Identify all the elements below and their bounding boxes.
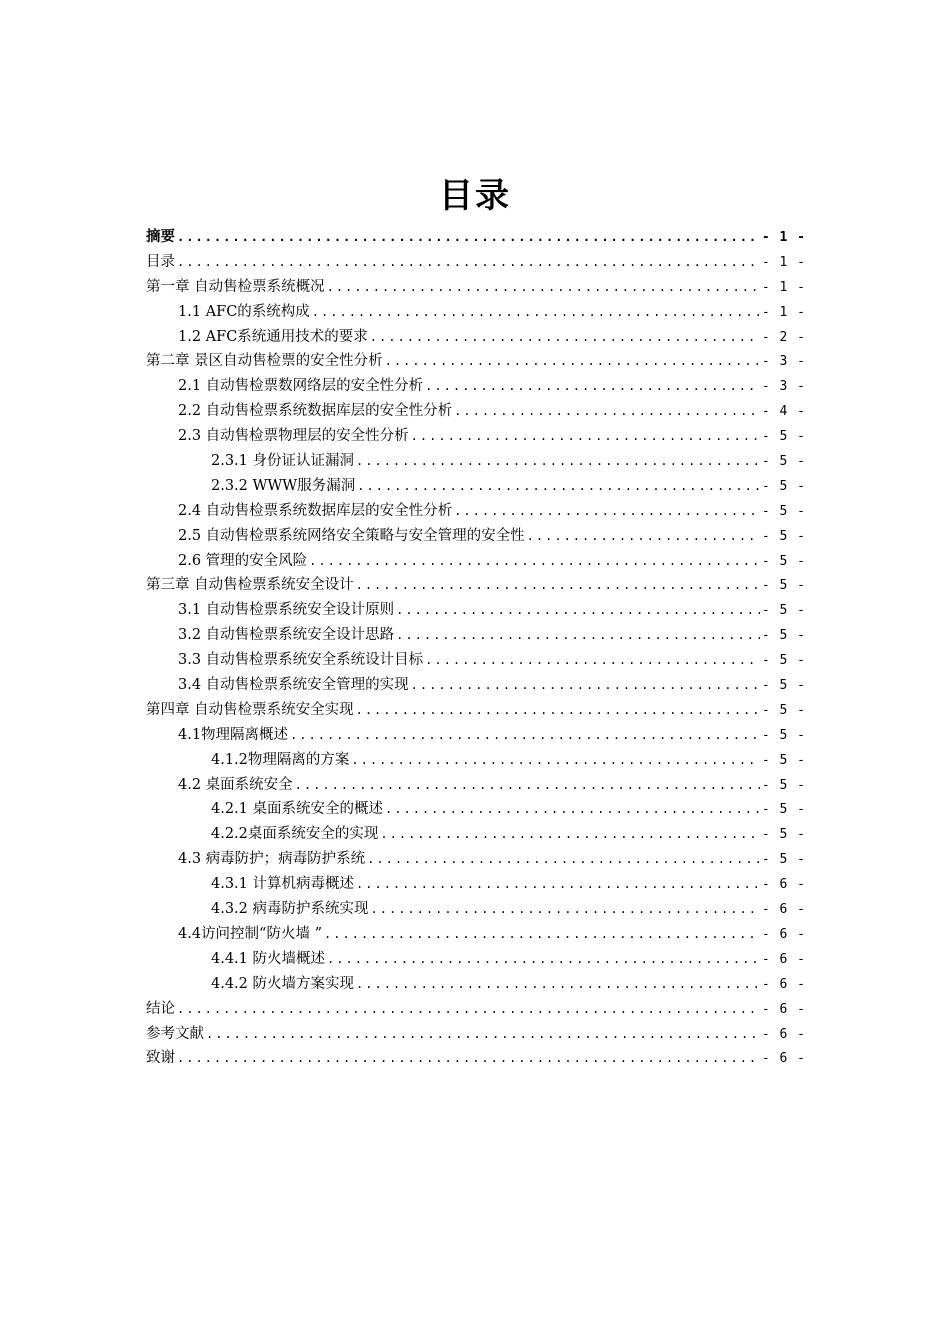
toc-page-number: - 1 -	[761, 254, 806, 270]
toc-entry[interactable]	[146, 499, 806, 524]
toc-entry[interactable]	[146, 300, 806, 325]
dot-leader	[425, 374, 760, 399]
toc-entry-title: 第二章 景区自动售检票的安全性分析	[146, 353, 383, 370]
toc-entry[interactable]	[146, 250, 806, 275]
toc-page-number: - 5 -	[761, 777, 806, 793]
toc-entry[interactable]	[146, 698, 806, 723]
toc-page-number: - 6 -	[761, 926, 806, 942]
toc-entry-title: 4.3.1 计算机病毒概述	[211, 876, 355, 893]
toc-entry-title: 2.6 管理的安全风险	[178, 552, 308, 569]
toc-page-number: - 5 -	[761, 653, 806, 669]
toc-entry-title: 4.1.2物理隔离的方案	[211, 751, 350, 768]
dot-leader	[527, 524, 760, 549]
dot-leader	[327, 275, 760, 300]
toc-entry-title: 2.1 自动售检票数网络层的安全性分析	[178, 378, 424, 395]
toc-page-number: - 5 -	[761, 802, 806, 818]
toc-entry-title: 4.3.2 病毒防护系统实现	[211, 901, 369, 918]
dot-leader	[327, 947, 760, 972]
toc-entry[interactable]	[146, 349, 806, 374]
toc-entry-title: 4.2.1 桌面系统安全的概述	[211, 801, 384, 818]
toc-page-number: - 5 -	[761, 852, 806, 868]
toc-page-number: - 2 -	[761, 329, 806, 345]
dot-leader	[454, 499, 760, 524]
toc-page-number: - 5 -	[761, 678, 806, 694]
toc-entry[interactable]	[146, 922, 806, 947]
toc-entry-title: 2.3.2 WWW服务漏洞	[211, 477, 356, 494]
toc-entry-title: 第三章 自动售检票系统安全设计	[146, 577, 354, 594]
dot-leader	[177, 1046, 760, 1071]
toc-page-number: - 5 -	[761, 628, 806, 644]
dot-leader	[411, 673, 760, 698]
dot-leader	[177, 997, 760, 1022]
dot-leader	[351, 748, 759, 773]
toc-page-number: - 5 -	[761, 702, 806, 718]
toc-entry[interactable]	[146, 847, 806, 872]
toc-entry[interactable]	[146, 797, 806, 822]
toc-page-number: - 4 -	[761, 404, 806, 420]
toc-entry-title: 3.1 自动售检票系统安全设计原则	[178, 602, 395, 619]
toc-page-number: - 5 -	[761, 528, 806, 544]
toc-entry-title: 第四章 自动售检票系统安全实现	[146, 701, 354, 718]
toc-entry[interactable]	[146, 449, 806, 474]
toc-entry[interactable]	[146, 1022, 806, 1047]
dot-leader	[356, 449, 760, 474]
toc-entry[interactable]	[146, 325, 806, 350]
toc-entry-title: 1.2 AFC系统通用技术的要求	[178, 328, 368, 345]
toc-entry-title: 3.4 自动售检票系统安全管理的实现	[178, 677, 409, 694]
toc-entry[interactable]	[146, 997, 806, 1022]
toc-entry[interactable]	[146, 1046, 806, 1071]
toc-entry-title: 摘要	[146, 228, 175, 245]
dot-leader	[206, 1022, 760, 1047]
toc-page-number: - 3 -	[761, 354, 806, 370]
toc-entry[interactable]	[146, 648, 806, 673]
toc-entry[interactable]	[146, 275, 806, 300]
toc-entry[interactable]	[146, 972, 806, 997]
toc-entry[interactable]	[146, 723, 806, 748]
dot-leader	[177, 250, 760, 275]
toc-entry[interactable]	[146, 897, 806, 922]
toc-page-number: - 6 -	[761, 1051, 806, 1067]
dot-leader	[385, 797, 760, 822]
toc-entry-title: 2.3 自动售检票物理层的安全性分析	[178, 428, 409, 445]
toc-entry-title: 4.2 桌面系统安全	[178, 776, 293, 793]
toc-page-number: - 5 -	[761, 752, 806, 768]
toc-page-number: - 6 -	[761, 902, 806, 918]
dot-leader	[380, 822, 759, 847]
toc-entry[interactable]	[146, 374, 806, 399]
toc-entry-title: 结论	[146, 1000, 175, 1017]
toc-entry[interactable]	[146, 225, 806, 250]
toc-entry-title: 4.3 病毒防护；病毒防护系统	[178, 851, 366, 868]
toc-page-number: - 5 -	[761, 727, 806, 743]
dot-leader	[356, 573, 760, 598]
dot-leader	[385, 349, 760, 374]
toc-page-number: - 5 -	[761, 603, 806, 619]
toc-entry-title: 4.4访问控制“防火墙 ”	[178, 925, 322, 942]
dot-leader	[177, 225, 760, 250]
toc-entry[interactable]	[146, 673, 806, 698]
toc-page-number: - 5 -	[761, 478, 806, 494]
toc-page-number: - 5 -	[761, 429, 806, 445]
dot-leader	[411, 424, 760, 449]
toc-entry-title: 1.1 AFC的系统构成	[178, 303, 310, 320]
toc-page-number: - 5 -	[761, 454, 806, 470]
toc-page-number: - 6 -	[761, 951, 806, 967]
toc-entry-title: 3.3 自动售检票系统安全系统设计目标	[178, 652, 424, 669]
toc-entry-title: 4.1物理隔离概述	[178, 726, 289, 743]
toc-entry-title: 致谢	[146, 1050, 175, 1067]
toc-page-number: - 6 -	[761, 1001, 806, 1017]
dot-leader	[454, 399, 760, 424]
toc-page-number: - 5 -	[761, 578, 806, 594]
toc-entry[interactable]	[146, 549, 806, 574]
toc-entry[interactable]	[146, 822, 806, 847]
toc-entry-title: 4.4.1 防火墙概述	[211, 950, 326, 967]
dot-leader	[425, 648, 760, 673]
dot-leader	[357, 474, 760, 499]
toc-entry-title: 4.2.2桌面系统安全的实现	[211, 826, 379, 843]
toc-page-number: - 1 -	[761, 230, 806, 245]
toc-entry-title: 2.4 自动售检票系统数据库层的安全性分析	[178, 502, 453, 519]
dot-leader	[290, 723, 760, 748]
dot-leader	[324, 922, 760, 947]
table-of-contents	[146, 225, 806, 1071]
toc-entry[interactable]	[146, 623, 806, 648]
dot-leader	[356, 972, 760, 997]
toc-page-number: - 5 -	[761, 553, 806, 569]
dot-leader	[367, 847, 760, 872]
toc-entry-title: 目录	[146, 253, 175, 270]
toc-entry-title: 2.5 自动售检票系统网络安全策略与安全管理的安全性	[178, 527, 525, 544]
page-title: 目录	[439, 175, 511, 216]
toc-page-number: - 6 -	[761, 1026, 806, 1042]
toc-entry[interactable]	[146, 598, 806, 623]
toc-entry-title: 2.3.1 身份证认证漏洞	[211, 453, 355, 470]
dot-leader	[371, 897, 760, 922]
toc-page-number: - 6 -	[761, 976, 806, 992]
toc-entry[interactable]	[146, 399, 806, 424]
toc-entry[interactable]	[146, 573, 806, 598]
toc-entry[interactable]	[146, 524, 806, 549]
toc-entry-title: 4.4.2 防火墙方案实现	[211, 975, 355, 992]
toc-entry-title: 3.2 自动售检票系统安全设计思路	[178, 627, 395, 644]
toc-page-number: - 5 -	[761, 827, 806, 843]
toc-page-number: - 3 -	[761, 379, 806, 395]
toc-entry-title: 2.2 自动售检票系统数据库层的安全性分析	[178, 403, 453, 420]
toc-entry[interactable]	[146, 947, 806, 972]
toc-entry[interactable]	[146, 872, 806, 897]
dot-leader	[309, 549, 760, 574]
toc-entry-title: 第一章 自动售检票系统概况	[146, 278, 325, 295]
dot-leader	[295, 773, 760, 798]
toc-page-number: - 1 -	[761, 304, 806, 320]
dot-leader	[356, 872, 760, 897]
dot-leader	[356, 698, 760, 723]
dot-leader	[396, 623, 760, 648]
dot-leader	[370, 325, 760, 350]
dot-leader	[312, 300, 760, 325]
toc-entry-title: 参考文献	[146, 1025, 204, 1042]
toc-page-number: - 1 -	[761, 279, 806, 295]
toc-entry[interactable]	[146, 424, 806, 449]
toc-page-number: - 6 -	[761, 877, 806, 893]
toc-entry[interactable]	[146, 474, 806, 499]
toc-entry[interactable]	[146, 748, 806, 773]
dot-leader	[396, 598, 760, 623]
toc-page-number: - 5 -	[761, 503, 806, 519]
toc-entry[interactable]	[146, 773, 806, 798]
